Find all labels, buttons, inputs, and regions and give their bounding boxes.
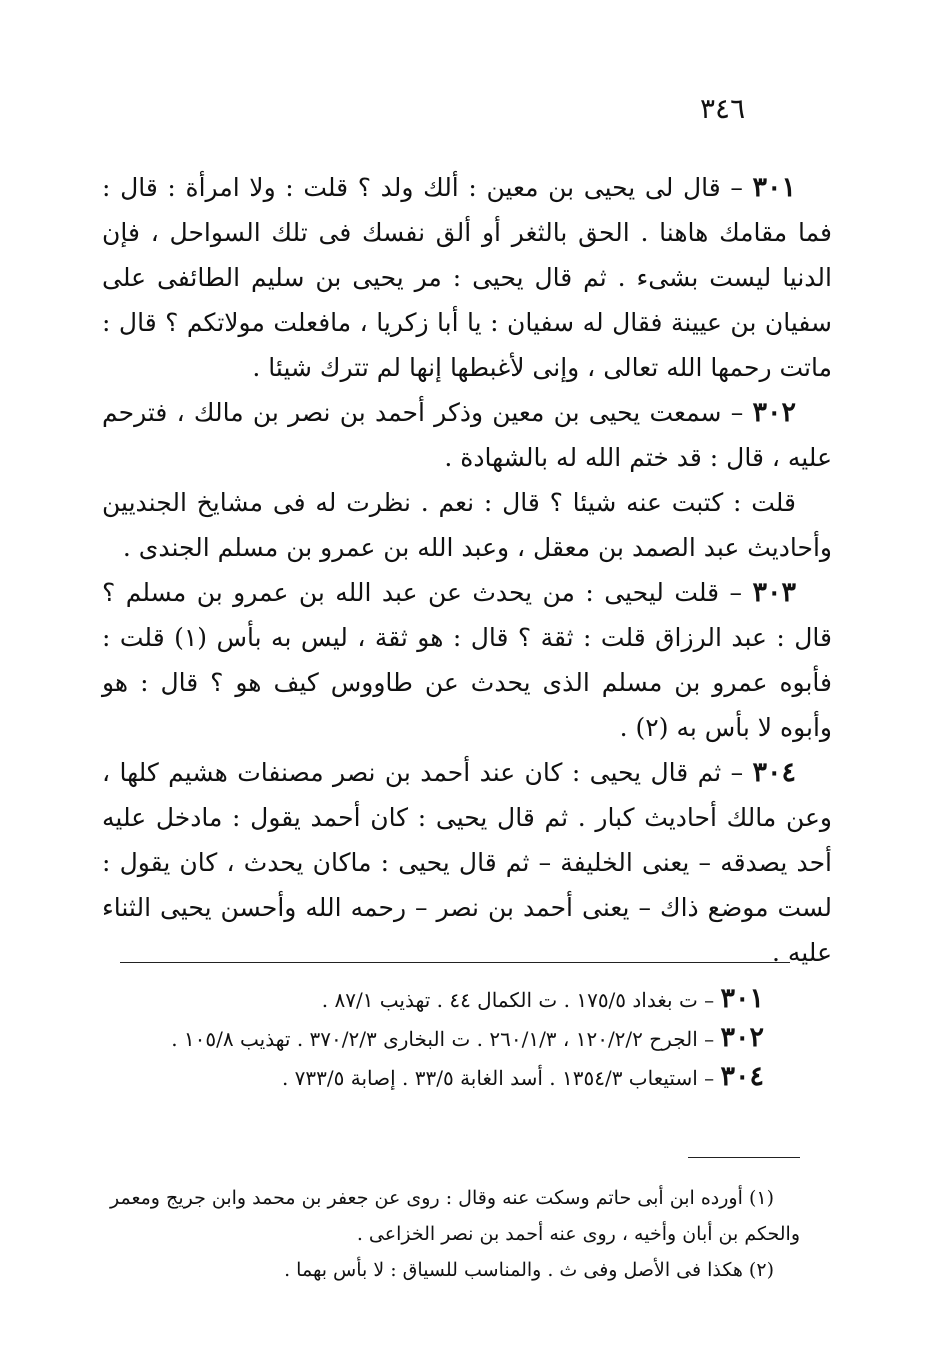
reference-301 (110, 980, 790, 1019)
footnotes (110, 1180, 800, 1288)
reference-text: – استيعاب ١٣٥٤/٣ . أسد الغابة ٣٣/٥ . إصابة ٧٣٣/٥ . (281, 1066, 721, 1090)
paragraph-text: – قال لى يحيى بن معين : ألك ولد ؟ قلت : ولا امرأة : قال : فما مقامك هاهنا . الحق بالثغر أو ألق نفسك فى تلك السواحل ، فإن الدنيا ليست بشىء . ثم قال يحيى : مر يحيى بن سليم الطائفى على سفيان بن عيينة فقال له سفيان : يا أبا زكريا ، مافعلت مولاتكم ؟ قال : ماتت رحمها الله تعالى ، وإنى لأغبطها إنها لم تترك شيئا . (102, 173, 832, 382)
entry-number: ٣٠٢ (752, 397, 796, 428)
reference-304 (110, 1058, 790, 1097)
entry-number: ٣٠١ (720, 983, 764, 1014)
paragraph-text: قلت : فأبوه عمرو بن مسلم الذى يحدث عن طاووس كيف هو ؟ قال : هو وأبوه لا بأس به (102, 623, 832, 742)
reference-302 (110, 1019, 790, 1058)
page-number: ٣٤٦ (700, 92, 746, 125)
paragraph-text: . (619, 713, 636, 742)
entry-number: ٣٠٢ (720, 1022, 764, 1053)
reference-text: – الجرح ١٢٠/٢/٢ ، ٢٦٠/١/٣ . ت البخارى ٣٧٠/٢/٣ . تهذيب ١٠٥/٨ . (171, 1027, 721, 1051)
paragraph-text: – قلت ليحيى : من يحدث عن عبد الله بن عمرو بن مسلم ؟ قال : عبد الرزاق قلت : ثقة ؟ قال : هو ثقة ، ليس به بأس (102, 578, 833, 652)
footnote-rule (688, 1157, 800, 1158)
footnote-1: (١) أورده ابن أبى حاتم وسكت عنه وقال : روى عن جعفر بن محمد وابن جريج ومعمر والحكم بن أبان وأخيه ، روى عنه أحمد بن نصر الخزاعى . (110, 1187, 800, 1245)
entry-number: ٣٠٤ (720, 1061, 764, 1092)
footnote-2: (٢) هكذا فى الأصل وفى ث . والمناسب للسياق : لا بأس بهما . (284, 1259, 774, 1281)
main-text (102, 165, 832, 975)
source-references (110, 980, 790, 1097)
entry-number: ٣٠١ (752, 172, 796, 203)
separator-rule (120, 962, 790, 963)
entry-number: ٣٠٣ (752, 577, 796, 608)
paragraph-text: – ثم قال يحيى : كان عند أحمد بن نصر مصنفات هشيم كلها ، وعن مالك أحاديث كبار . ثم قال يحيى : كان أحمد يقول : مادخل عليه أحد يصدقه – يعنى الخليفة – ثم قال يحيى : ماكان يحدث ، كان يقول : لست موضع ذاك – يعنى أحمد بن نصر – رحمه الله وأحسن يحيى الثناء عليه . (102, 758, 832, 967)
paragraph-302 (102, 390, 832, 480)
entry-number: ٣٠٤ (752, 757, 796, 788)
footnote-marker: (٢) (635, 713, 669, 742)
paragraph-text: – سمعت يحيى بن معين وذكر أحمد بن نصر بن مالك ، فترحم عليه ، قال : قد ختم الله له بالشهادة . (102, 398, 832, 472)
paragraph-302-continued (102, 480, 832, 570)
paragraph-301 (102, 165, 832, 390)
reference-text: – ت بغداد ١٧٥/٥ . ت الكمال ٤٤ . تهذيب ٨٧/١ . (321, 988, 721, 1012)
paragraph-303 (102, 570, 832, 750)
footnote-marker: (١) (174, 623, 208, 652)
paragraph-304 (102, 750, 832, 975)
paragraph-text: قلت : كتبت عنه شيئا ؟ قال : نعم . نظرت له فى مشايخ الجنديين وأحاديث عبد الصمد بن معقل ، وعبد الله بن عمرو بن مسلم الجندى . (102, 488, 832, 562)
